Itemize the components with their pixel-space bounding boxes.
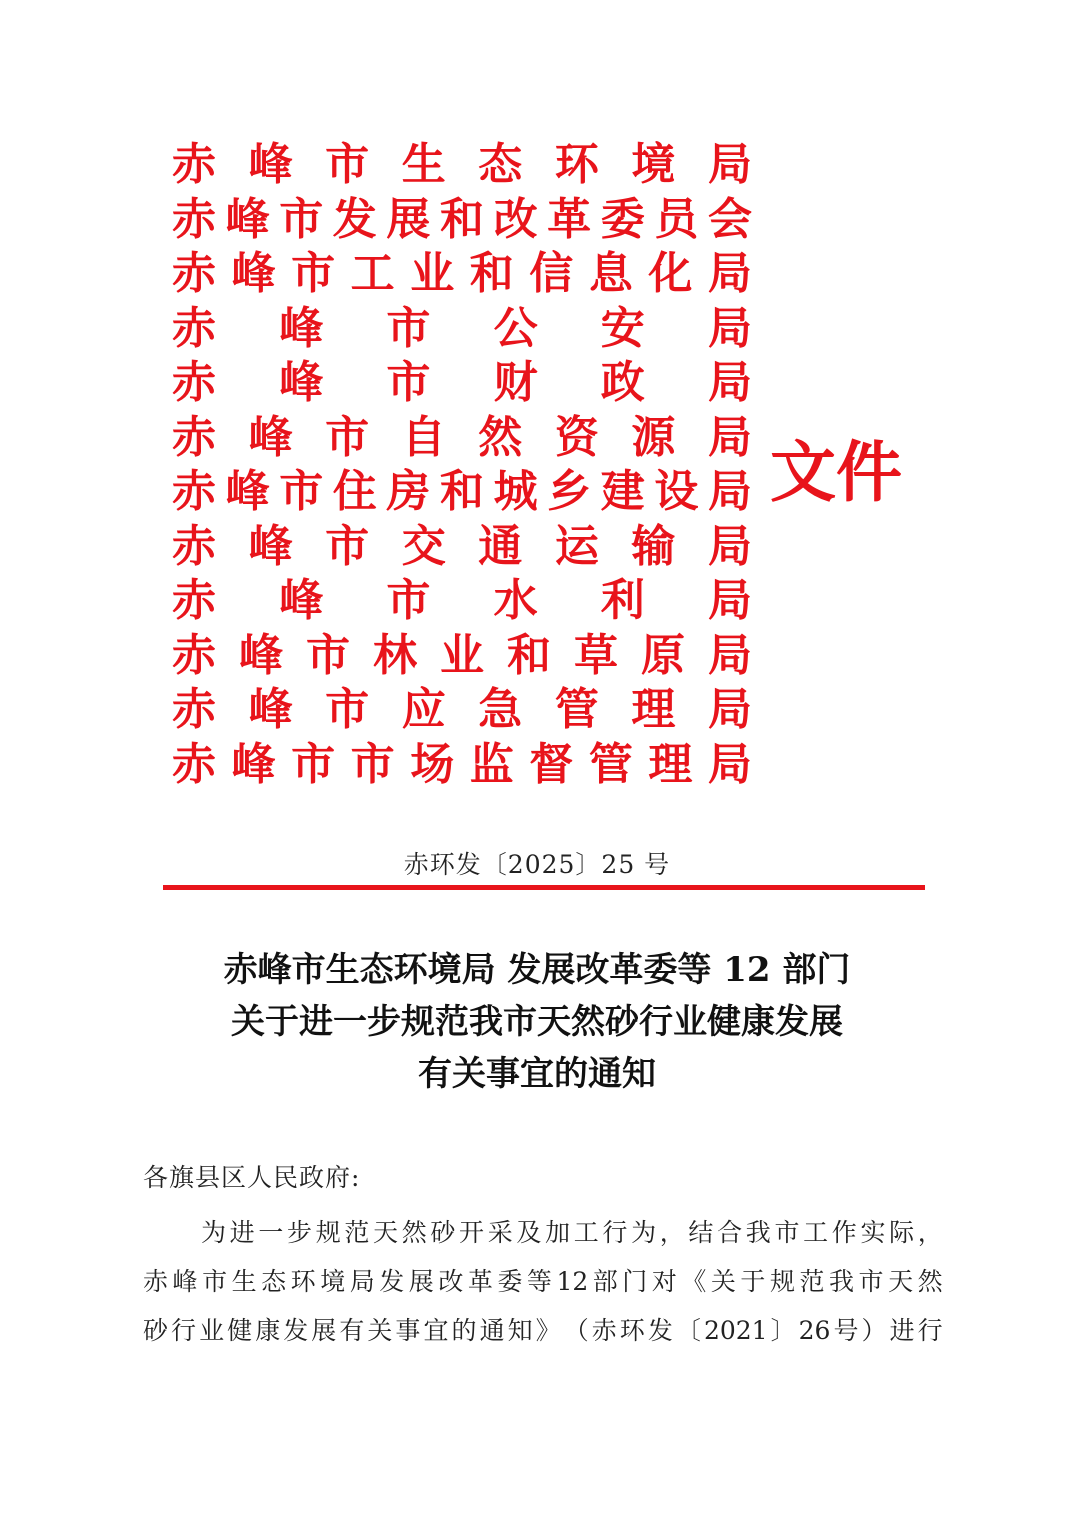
issuer-line: [172, 302, 752, 357]
issuer-char: 峰: [248, 139, 293, 191]
text-glyph: 生: [231, 1267, 257, 1296]
text-glyph: 的: [451, 1316, 477, 1345]
issuer-char: 市: [350, 738, 395, 790]
paragraph-line: [143, 1208, 943, 1257]
text-glyph: 进: [889, 1316, 915, 1345]
issuer-char: 赤: [172, 738, 216, 790]
text-glyph: ，: [917, 1218, 943, 1247]
issuer-char: 市: [386, 575, 431, 627]
issuer-char: 管: [588, 738, 633, 790]
issuer-char: 息: [588, 248, 633, 300]
text-glyph: 合: [717, 1218, 743, 1247]
issuer-char: 局: [707, 466, 752, 518]
issuer-char: 城: [493, 466, 538, 518]
text-glyph: 赤: [591, 1316, 617, 1345]
issuer-char: 通: [478, 520, 523, 572]
text-glyph: 康: [255, 1316, 281, 1345]
text-glyph: 步: [287, 1218, 313, 1247]
text-glyph: 行: [171, 1316, 197, 1345]
text-glyph: 然: [401, 1218, 427, 1247]
issuer-char: 设: [654, 466, 699, 518]
text-glyph: 范: [344, 1218, 370, 1247]
issuer-line: [172, 683, 752, 738]
issuer-char: 委: [600, 193, 645, 245]
issuer-char: 峰: [279, 302, 324, 354]
text-glyph: 际: [889, 1218, 915, 1247]
issuer-char: 监: [469, 738, 514, 790]
issuer-char: 员: [654, 193, 699, 245]
issuer-char: 峰: [231, 738, 276, 790]
text-glyph: 2021: [703, 1316, 768, 1345]
paragraph-line: [143, 1257, 943, 1306]
text-glyph: 事: [395, 1316, 421, 1345]
text-glyph: 采: [487, 1218, 513, 1247]
text-glyph: 局: [349, 1267, 375, 1296]
issuer-char: 发: [332, 193, 377, 245]
salutation: 各旗县区人民政府:: [143, 1163, 361, 1192]
issuer-char: 局: [707, 520, 752, 572]
issuer-line: [172, 411, 752, 466]
title-line: 有关事宜的通知: [418, 1054, 656, 1094]
text-glyph: 对: [651, 1267, 677, 1296]
issuer-char: 信: [529, 248, 574, 300]
title-line: 赤峰市生态环境局 发展改革委等 12 部门: [223, 950, 851, 990]
issuer-char: 赤: [172, 575, 216, 627]
issuer-char: 赤: [172, 139, 216, 191]
text-glyph: 通: [479, 1316, 505, 1345]
text-glyph: 26: [798, 1316, 831, 1345]
text-glyph: 号: [833, 1316, 859, 1345]
issuer-char: 财: [493, 357, 538, 409]
body-paragraph: [143, 1208, 943, 1355]
issuer-char: 场: [410, 738, 455, 790]
title-line: 关于进一步规范我市天然砂行业健康发展: [231, 1002, 843, 1042]
text-glyph: 市: [858, 1267, 884, 1296]
text-glyph: 于: [740, 1267, 766, 1296]
issuer-char: 局: [707, 575, 752, 627]
issuer-char: 业: [440, 629, 484, 681]
issuer-char: 公: [493, 302, 538, 354]
issuer-char: 政: [600, 357, 645, 409]
issuer-char: 业: [410, 248, 455, 300]
issuer-char: 理: [631, 684, 676, 736]
text-glyph: 赤: [143, 1267, 169, 1296]
issuer-char: 市: [325, 684, 370, 736]
text-glyph: 范: [799, 1267, 825, 1296]
issuer-char: 赤: [172, 520, 216, 572]
issuer-char: 赤: [172, 302, 216, 354]
issuer-char: 输: [631, 520, 676, 572]
issuer-char: 源: [631, 411, 676, 463]
text-glyph: 我: [829, 1267, 855, 1296]
issuer-line: [172, 738, 752, 793]
text-glyph: ，: [659, 1218, 685, 1247]
text-glyph: 《: [681, 1267, 707, 1296]
text-glyph: 市: [202, 1267, 228, 1296]
issuer-char: 态: [478, 139, 523, 191]
issuer-char: 建: [600, 466, 645, 518]
text-glyph: 委: [497, 1267, 523, 1296]
paragraph-line: [143, 1306, 943, 1355]
text-glyph: 峰: [172, 1267, 198, 1296]
text-glyph: 规: [315, 1218, 341, 1247]
issuer-char: 局: [708, 629, 752, 681]
issuer-char: 林: [373, 629, 417, 681]
issuer-char: 峰: [248, 411, 293, 463]
issuer-char: 原: [641, 629, 685, 681]
text-glyph: 改: [438, 1267, 464, 1296]
issuer-char: 自: [401, 411, 446, 463]
text-glyph: 门: [622, 1267, 648, 1296]
issuer-char: 市: [325, 520, 370, 572]
issuer-char: 市: [386, 357, 431, 409]
issuer-char: 市: [325, 139, 370, 191]
issuer-char: 工: [350, 248, 395, 300]
issuer-char: 局: [707, 248, 752, 300]
text-glyph: 开: [459, 1218, 485, 1247]
issuer-char: 峰: [279, 357, 324, 409]
issuer-char: 环: [554, 139, 599, 191]
text-glyph: 发: [647, 1316, 673, 1345]
issuer-char: 革: [547, 193, 592, 245]
text-glyph: 然: [917, 1267, 943, 1296]
text-glyph: 作: [831, 1218, 857, 1247]
issuer-char: 展: [386, 193, 431, 245]
issuer-char: 峰: [248, 684, 293, 736]
issuer-line: [172, 520, 752, 575]
text-glyph: 12: [556, 1267, 589, 1296]
issuer-char: 房: [386, 466, 431, 518]
issuer-char: 局: [707, 302, 752, 354]
issuer-char: 住: [332, 466, 377, 518]
text-glyph: 部: [592, 1267, 618, 1296]
issuer-char: 市: [291, 248, 336, 300]
issuer-char: 局: [707, 357, 752, 409]
issuer-char: 乡: [547, 466, 592, 518]
issuer-char: 赤: [172, 248, 216, 300]
issuer-char: 督: [529, 738, 574, 790]
issuer-line: [172, 629, 752, 684]
document-number: 赤环发〔2025〕25 号: [403, 850, 671, 879]
text-glyph: 为: [201, 1218, 227, 1247]
text-glyph: ）: [861, 1316, 887, 1345]
text-glyph: 〔: [675, 1316, 701, 1345]
text-glyph: 天: [373, 1218, 399, 1247]
text-glyph: 态: [261, 1267, 287, 1296]
text-glyph: 实: [860, 1218, 886, 1247]
issuer-char: 局: [707, 411, 752, 463]
text-glyph: 行: [917, 1316, 943, 1345]
issuer-char: 峰: [231, 248, 276, 300]
issuer-char: 峰: [248, 520, 293, 572]
issuer-line: [172, 247, 752, 302]
issuer-char: 理: [648, 738, 693, 790]
document-title: [0, 944, 1074, 1100]
text-glyph: 》: [535, 1316, 561, 1345]
text-glyph: 业: [199, 1316, 225, 1345]
text-glyph: 革: [467, 1267, 493, 1296]
issuer-char: 局: [707, 684, 752, 736]
issuer-char: 会: [707, 193, 752, 245]
issuer-char: 和: [439, 466, 484, 518]
text-glyph: 关: [367, 1316, 393, 1345]
text-glyph: 宜: [423, 1316, 449, 1345]
issuer-char: 和: [439, 193, 484, 245]
text-glyph: 市: [774, 1218, 800, 1247]
issuer-char: 境: [631, 139, 676, 191]
issuer-line: [172, 356, 752, 411]
document-type-label: 文件: [770, 434, 902, 511]
text-glyph: 为: [631, 1218, 657, 1247]
issuer-char: 然: [478, 411, 523, 463]
issuer-char: 化: [648, 248, 693, 300]
text-glyph: （: [563, 1316, 589, 1345]
issuer-char: 草: [574, 629, 618, 681]
text-glyph: 展: [408, 1267, 434, 1296]
issuer-char: 改: [493, 193, 538, 245]
issuer-char: 峰: [225, 466, 270, 518]
text-glyph: 砂: [430, 1218, 456, 1247]
text-glyph: 发: [379, 1267, 405, 1296]
text-glyph: 工: [803, 1218, 829, 1247]
issuer-char: 赤: [172, 684, 216, 736]
issuer-list: [172, 138, 752, 792]
text-glyph: 工: [573, 1218, 599, 1247]
text-glyph: 砂: [143, 1316, 169, 1345]
text-glyph: 结: [688, 1218, 714, 1247]
issuer-char: 市: [291, 738, 336, 790]
issuer-char: 赤: [172, 411, 216, 463]
issuer-char: 市: [306, 629, 350, 681]
issuer-char: 安: [600, 302, 645, 354]
issuer-char: 峰: [279, 575, 324, 627]
issuer-char: 赤: [172, 629, 216, 681]
text-glyph: 发: [283, 1316, 309, 1345]
issuer-char: 局: [707, 738, 752, 790]
issuer-char: 赤: [172, 466, 216, 518]
text-glyph: 等: [526, 1267, 552, 1296]
issuer-char: 市: [325, 411, 370, 463]
issuer-line: [172, 138, 752, 193]
issuer-char: 交: [401, 520, 446, 572]
text-glyph: 有: [339, 1316, 365, 1345]
text-glyph: 行: [602, 1218, 628, 1247]
issuer-char: 赤: [172, 193, 216, 245]
issuer-char: 管: [554, 684, 599, 736]
text-glyph: 境: [320, 1267, 346, 1296]
text-glyph: 关: [710, 1267, 736, 1296]
text-glyph: 加: [545, 1218, 571, 1247]
text-glyph: 规: [769, 1267, 795, 1296]
text-glyph: 健: [227, 1316, 253, 1345]
text-glyph: 展: [311, 1316, 337, 1345]
issuer-char: 市: [386, 302, 431, 354]
issuer-char: 运: [554, 520, 599, 572]
text-glyph: 环: [619, 1316, 645, 1345]
issuer-char: 赤: [172, 357, 216, 409]
text-glyph: 我: [745, 1218, 771, 1247]
issuer-line: [172, 574, 752, 629]
issuer-char: 和: [507, 629, 551, 681]
text-glyph: 进: [229, 1218, 255, 1247]
text-glyph: 环: [290, 1267, 316, 1296]
red-divider-rule: [163, 885, 925, 890]
text-glyph: 一: [258, 1218, 284, 1247]
issuer-char: 资: [554, 411, 599, 463]
issuer-char: 市: [279, 193, 324, 245]
issuer-char: 局: [707, 139, 752, 191]
text-glyph: 知: [507, 1316, 533, 1345]
issuer-char: 峰: [239, 629, 283, 681]
issuer-char: 市: [279, 466, 324, 518]
issuer-char: 峰: [225, 193, 270, 245]
issuer-char: 和: [469, 248, 514, 300]
text-glyph: 天: [888, 1267, 914, 1296]
issuer-char: 急: [478, 684, 523, 736]
text-glyph: 〕: [770, 1316, 796, 1345]
issuer-line: [172, 193, 752, 248]
issuer-char: 应: [401, 684, 446, 736]
text-glyph: 及: [516, 1218, 542, 1247]
issuer-char: 水: [493, 575, 538, 627]
issuer-char: 生: [401, 139, 446, 191]
issuer-char: 利: [600, 575, 645, 627]
issuer-line: [172, 465, 752, 520]
